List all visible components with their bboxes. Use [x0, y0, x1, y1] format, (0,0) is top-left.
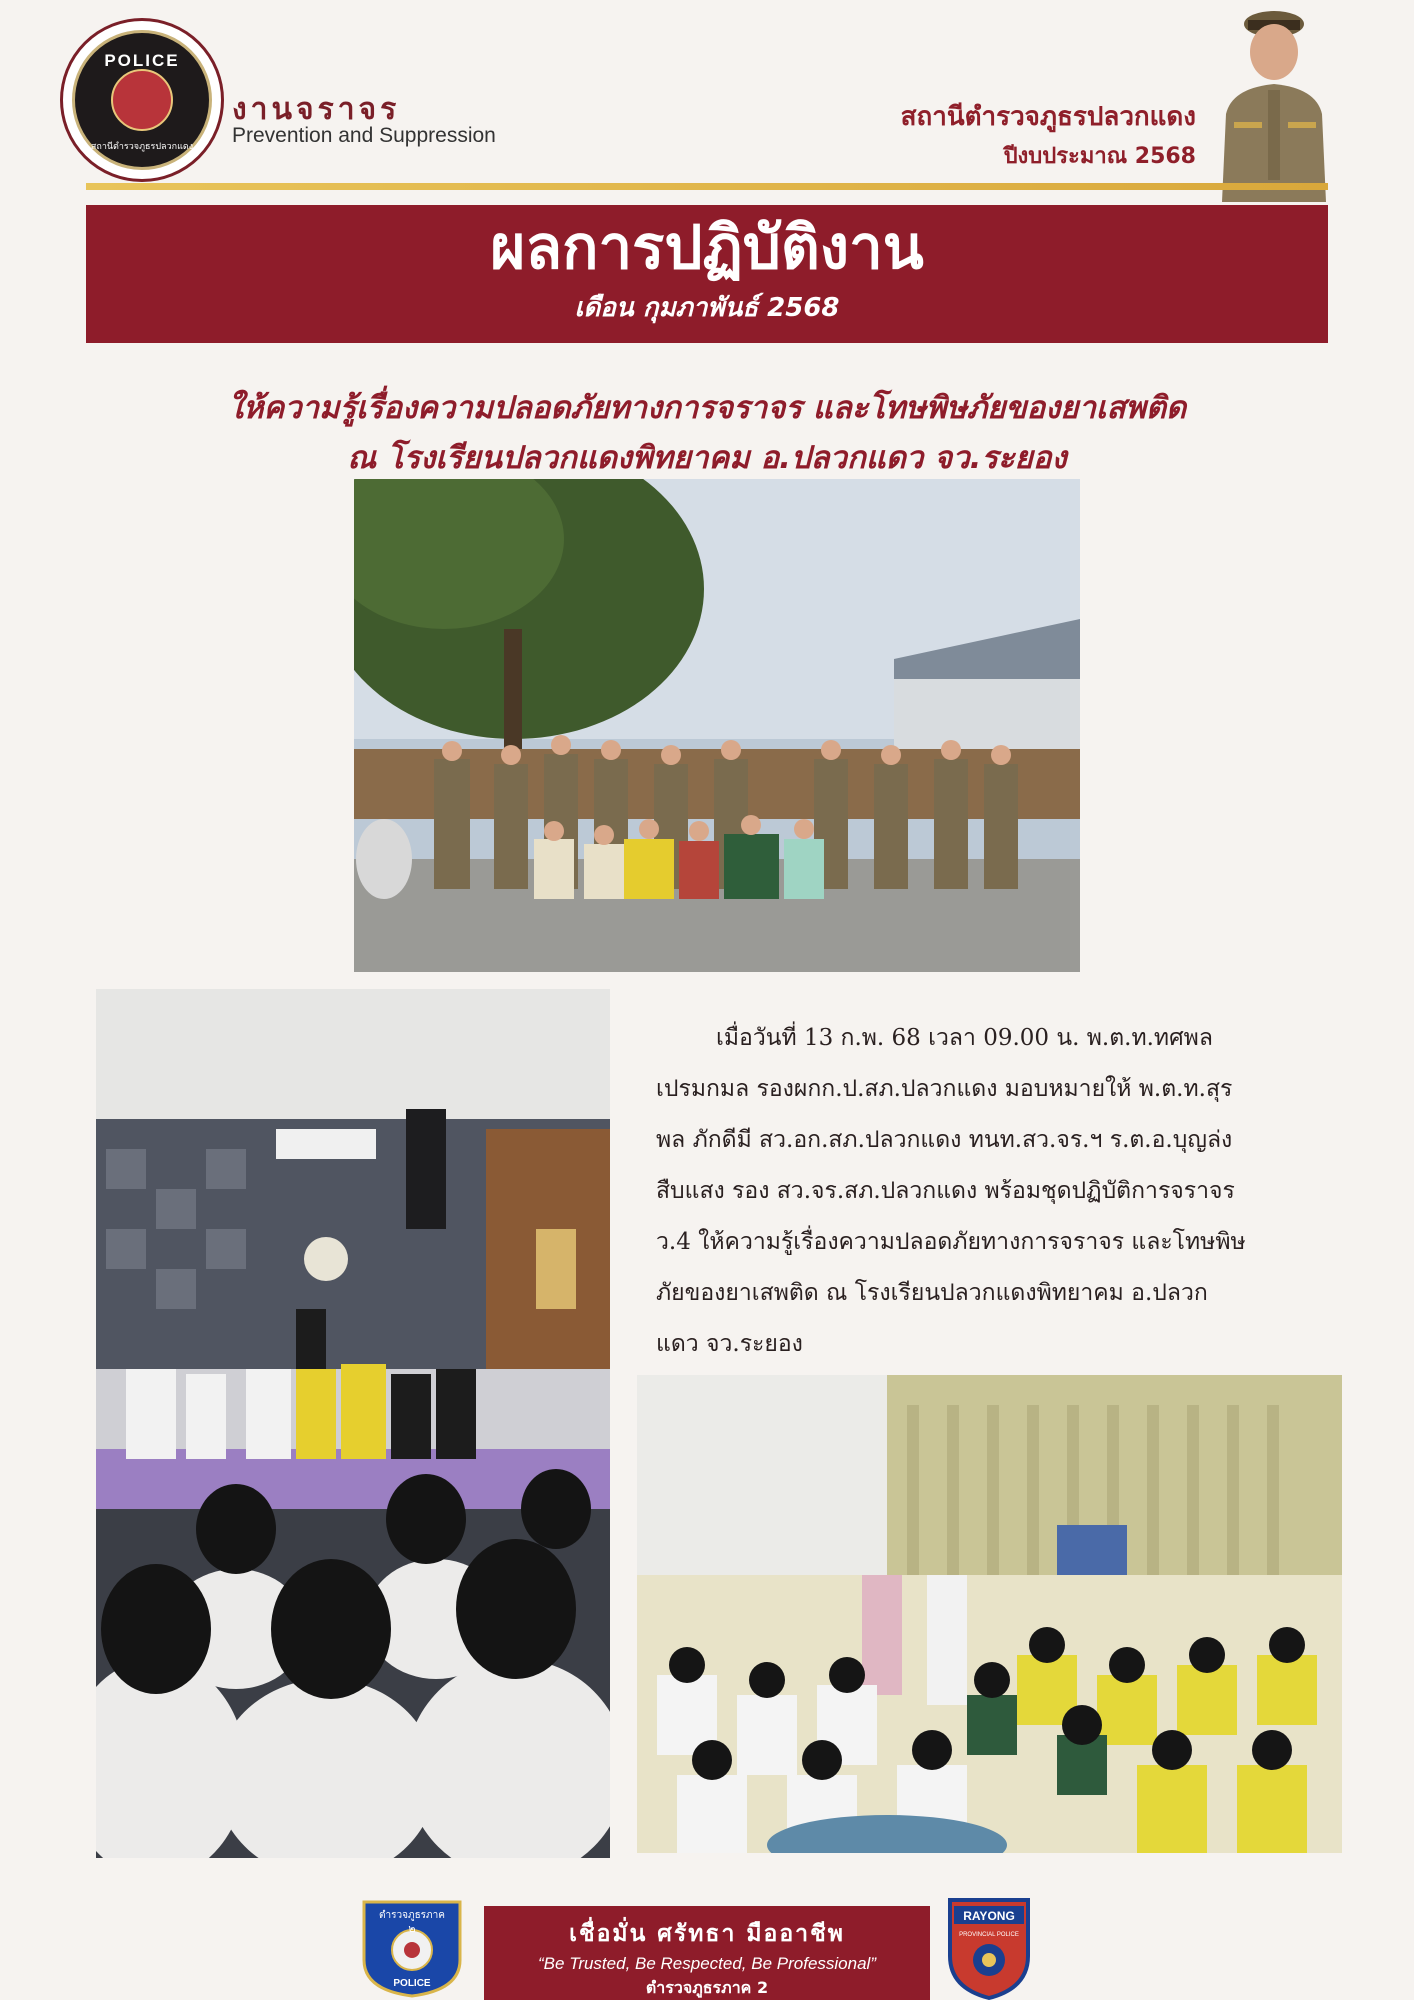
header-divider	[86, 183, 1328, 190]
footer-region: ตำรวจภูธรภาค 2	[645, 1978, 769, 1997]
report-body	[656, 1013, 1322, 1370]
police-logo	[60, 18, 224, 182]
footer-motto-box	[484, 1906, 930, 2000]
footer-motto-en: “Be Trusted, Be Respected, Be Professional”	[538, 1954, 876, 1973]
body-line-2: เปรมกมล รองผกก.ป.สภ.ปลวกแดง มอบหมายให้ พ.ต.ท.สุร	[656, 1076, 1233, 1102]
left-badge-top: ตำรวจภูธรภาค	[379, 1910, 445, 1921]
body-line-4: สืบแสง รอง สว.จร.สภ.ปลวกแดง พร้อมชุดปฏิบัติการจราจร	[656, 1178, 1235, 1204]
banner-subtitle: เดือน กุมภาพันธ์ 2568	[574, 293, 840, 323]
station-name: สถานีตำรวจภูธรปลวกแดง	[900, 102, 1196, 132]
rayong-police-badge-icon	[944, 1896, 1034, 2000]
left-badge-num: ๒	[408, 1922, 416, 1935]
department-title: งานจราจร	[232, 92, 401, 127]
title-banner	[86, 205, 1328, 343]
body-line-3: พล ภักดีมี สว.อก.สภ.ปลวกแดง ทนท.สว.จร.ฯ ร.ต.อ.บุญล่ง	[656, 1127, 1233, 1153]
footer-motto-th: เชื่อมั่น ศรัทธา มืออาชีพ	[569, 1921, 845, 1947]
emblem-center-icon	[111, 69, 173, 131]
headline-line-1: ให้ความรู้เรื่องความปลอดภัยทางการจราจร และโทษพิษภัยของยาเสพติด	[227, 390, 1187, 426]
right-badge-sub: PROVINCIAL POLICE	[959, 1932, 1019, 1938]
students-photo	[637, 1375, 1342, 1853]
region-2-police-badge-icon	[356, 1898, 468, 1998]
body-line-6: ภัยของยาเสพติด ณ โรงเรียนปลวกแดงพิทยาคม อ.ปลวก	[656, 1280, 1208, 1306]
stage-photo	[96, 989, 610, 1858]
body-line-1: เมื่อวันที่ 13 ก.พ. 68 เวลา 09.00 น. พ.ต.ท.ทศพล	[716, 1025, 1213, 1051]
headline-line-2: ณ โรงเรียนปลวกแดงพิทยาคม อ.ปลวกแดว จว.ระยอง	[347, 440, 1067, 476]
group-photo	[354, 479, 1080, 972]
fiscal-year: ปีงบประมาณ 2568	[1003, 144, 1196, 169]
body-line-5: ว.4 ให้ความรู้เรื่องความปลอดภัยทางการจราจร และโทษพิษ	[656, 1229, 1246, 1255]
left-badge-bottom: POLICE	[393, 1978, 431, 1989]
police-emblem-icon	[72, 30, 212, 170]
officer-portrait	[1212, 4, 1336, 202]
department-subtitle: Prevention and Suppression	[232, 124, 496, 147]
logo-police-text: POLICE	[104, 51, 180, 70]
right-badge-top: RAYONG	[963, 1909, 1015, 1923]
logo-ring-text: สถานีตำรวจภูธรปลวกแดง	[90, 142, 194, 152]
banner-title: ผลการปฏิบัติงาน	[490, 213, 924, 283]
body-line-7: แดว จว.ระยอง	[656, 1331, 803, 1357]
